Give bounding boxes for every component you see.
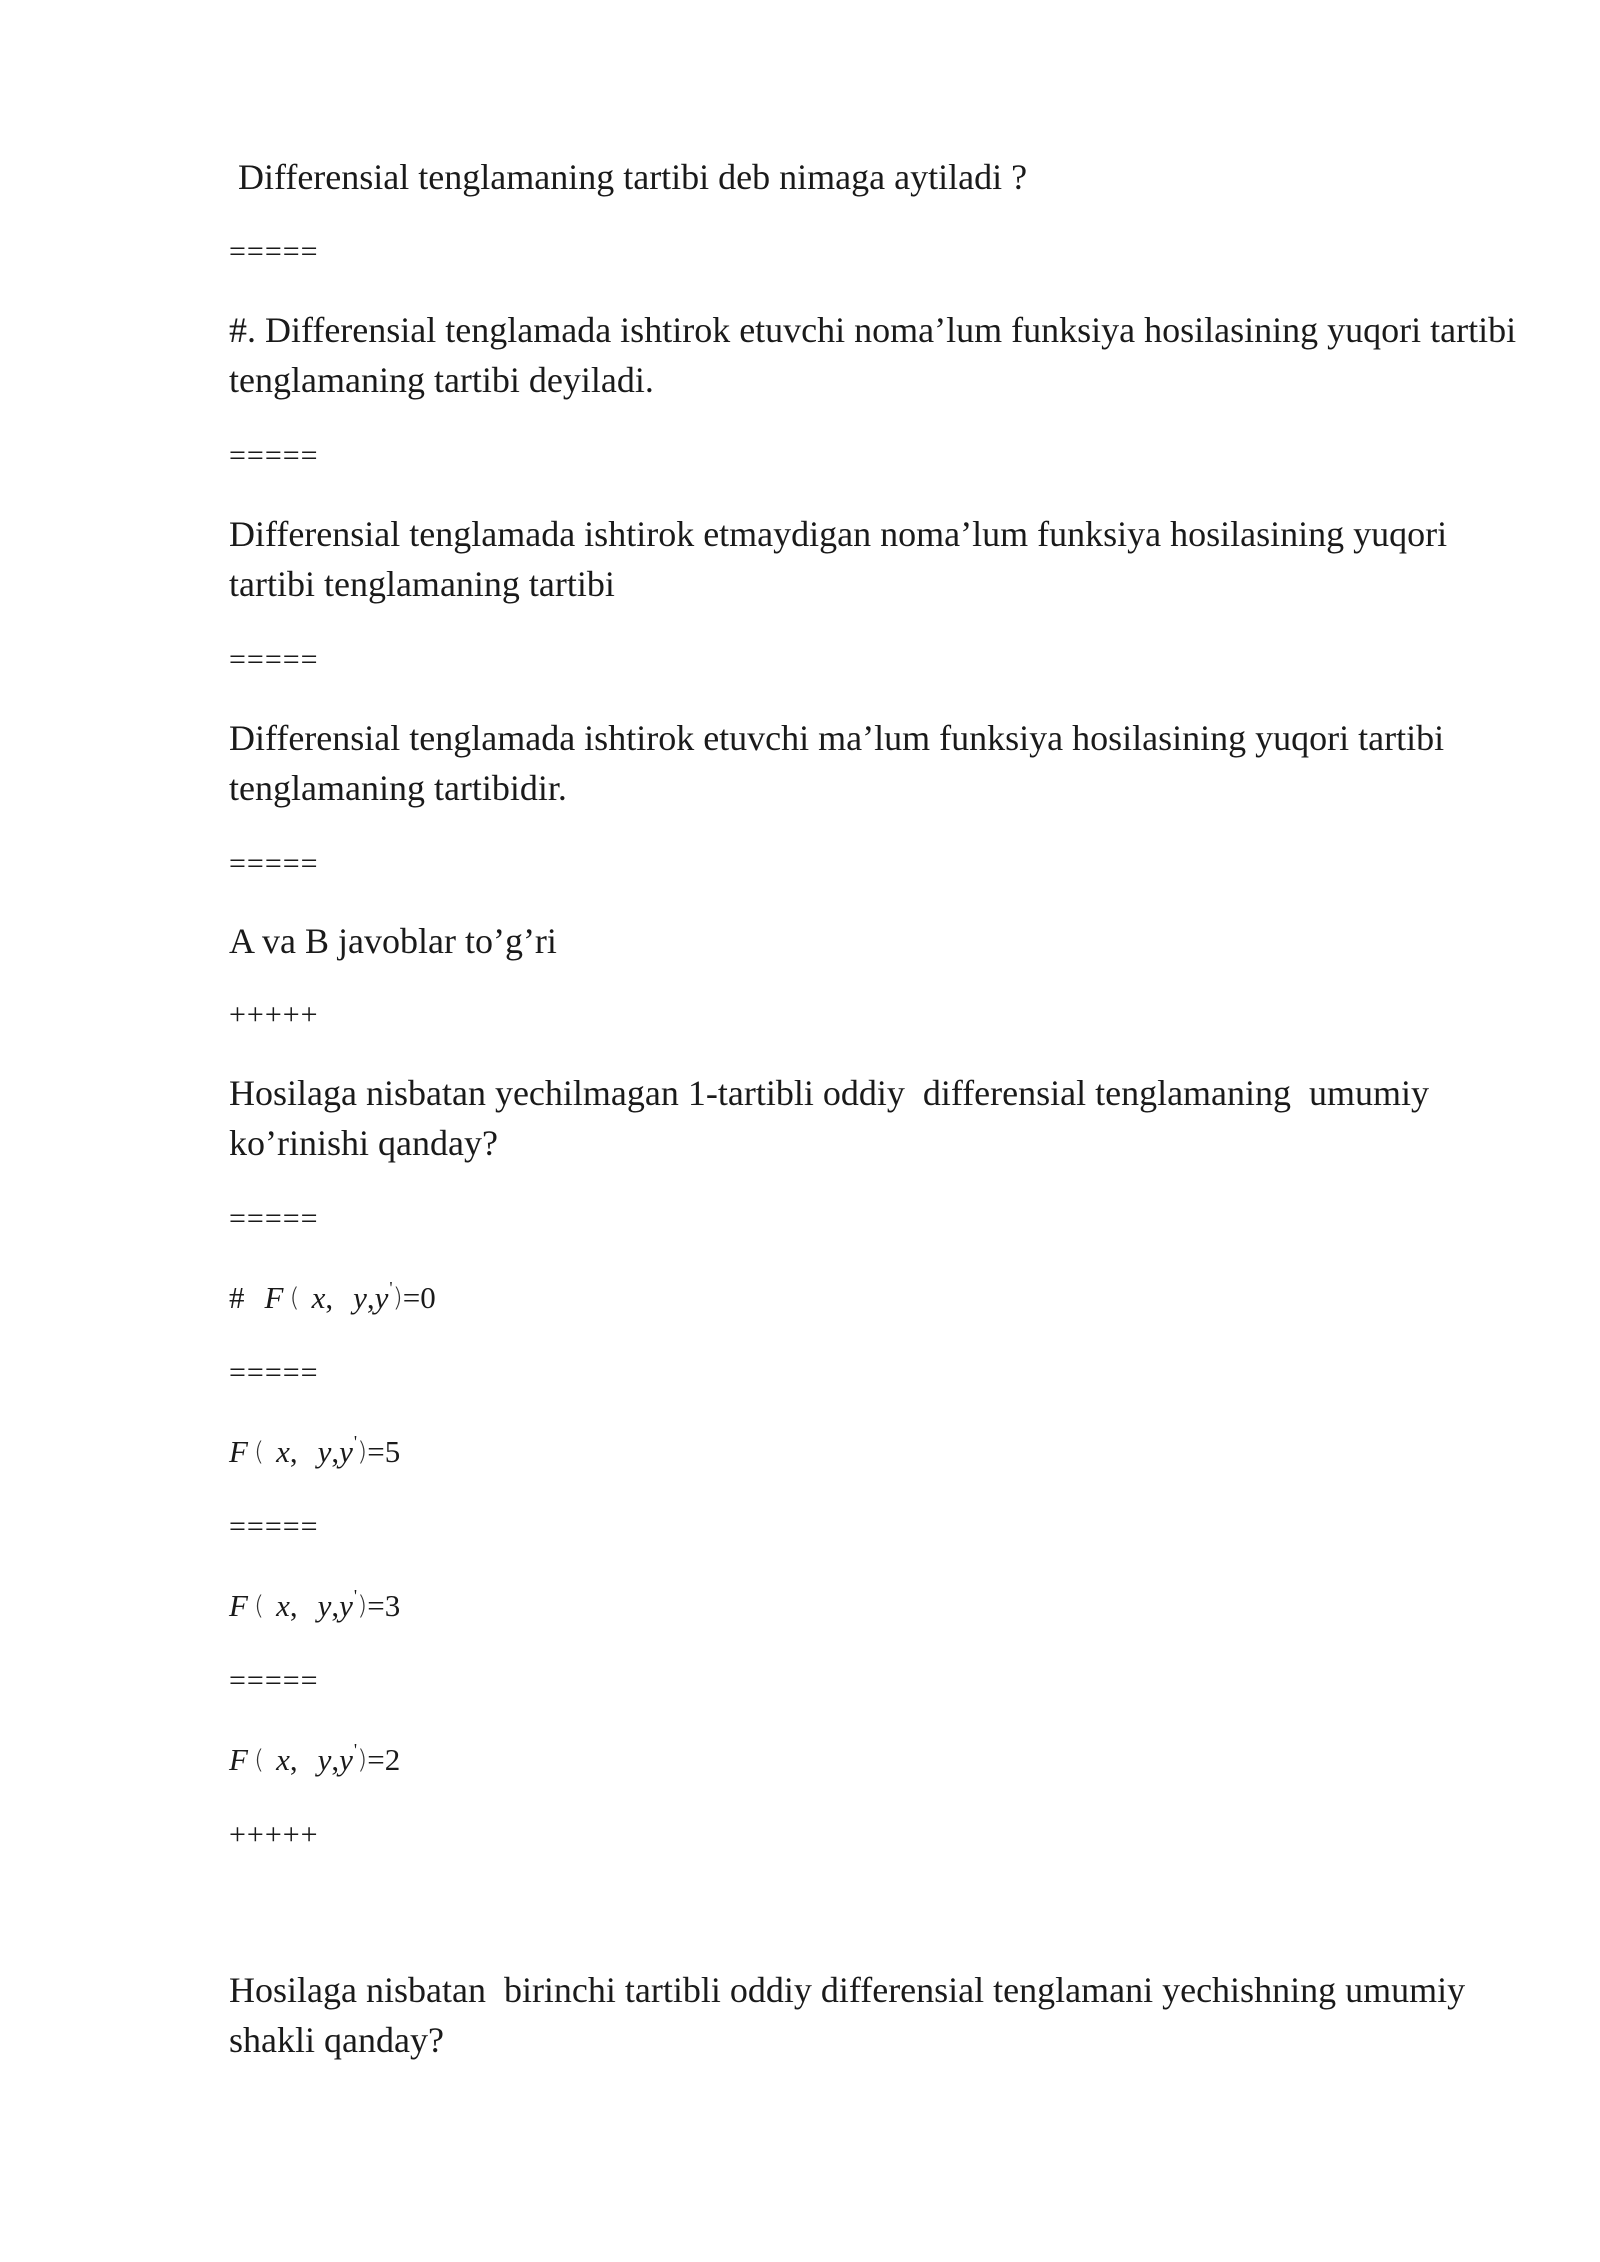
question-1-option-d: A va B javoblar to’g’ri — [229, 921, 557, 961]
separator: ===== — [229, 1510, 319, 1543]
question-1-text: Differensial tenglamaning tartibi deb nimaga aytiladi ? — [229, 157, 1028, 197]
question-1-option-a: #. Differensial tenglamada ishtirok etuvchi noma’lum funksiya hosilasining yuqori tartibi tenglamaning tartibi deyiladi. — [229, 310, 1526, 400]
question-2-option-a-formula: # F ( x, y,y')=0 — [229, 1278, 436, 1315]
question-2-text: Hosilaga nisbatan yechilmagan 1-tartibli oddiy differensial tenglamaning umumiy ko’rinishi qanday? — [229, 1073, 1439, 1163]
separator: ===== — [229, 235, 319, 268]
question-2-option-b-formula: F ( x, y,y')=5 — [229, 1432, 401, 1469]
end-marker: +++++ — [229, 1818, 319, 1851]
question-1-option-b: Differensial tenglamada ishtirok etmaydigan noma’lum funksiya hosilasining yuqori tartibi tenglamaning tartibi — [229, 514, 1457, 604]
question-1-option-c: Differensial tenglamada ishtirok etuvchi ma’lum funksiya hosilasining yuqori tartibi tenglamaning tartibidir. — [229, 718, 1454, 808]
end-marker: +++++ — [229, 998, 319, 1031]
question-2-option-d-formula: F ( x, y,y')=2 — [229, 1740, 401, 1777]
separator: ===== — [229, 643, 319, 676]
question-3-text: Hosilaga nisbatan birinchi tartibli oddiy differensial tenglamani yechishning umumiy shakli qanday? — [229, 1970, 1475, 2060]
separator: ===== — [229, 439, 319, 472]
question-2-option-c-formula: F ( x, y,y')=3 — [229, 1586, 401, 1623]
separator: ===== — [229, 847, 319, 880]
correct-marker: # — [229, 1280, 245, 1315]
separator: ===== — [229, 1664, 319, 1697]
separator: ===== — [229, 1202, 319, 1235]
separator: ===== — [229, 1356, 319, 1389]
